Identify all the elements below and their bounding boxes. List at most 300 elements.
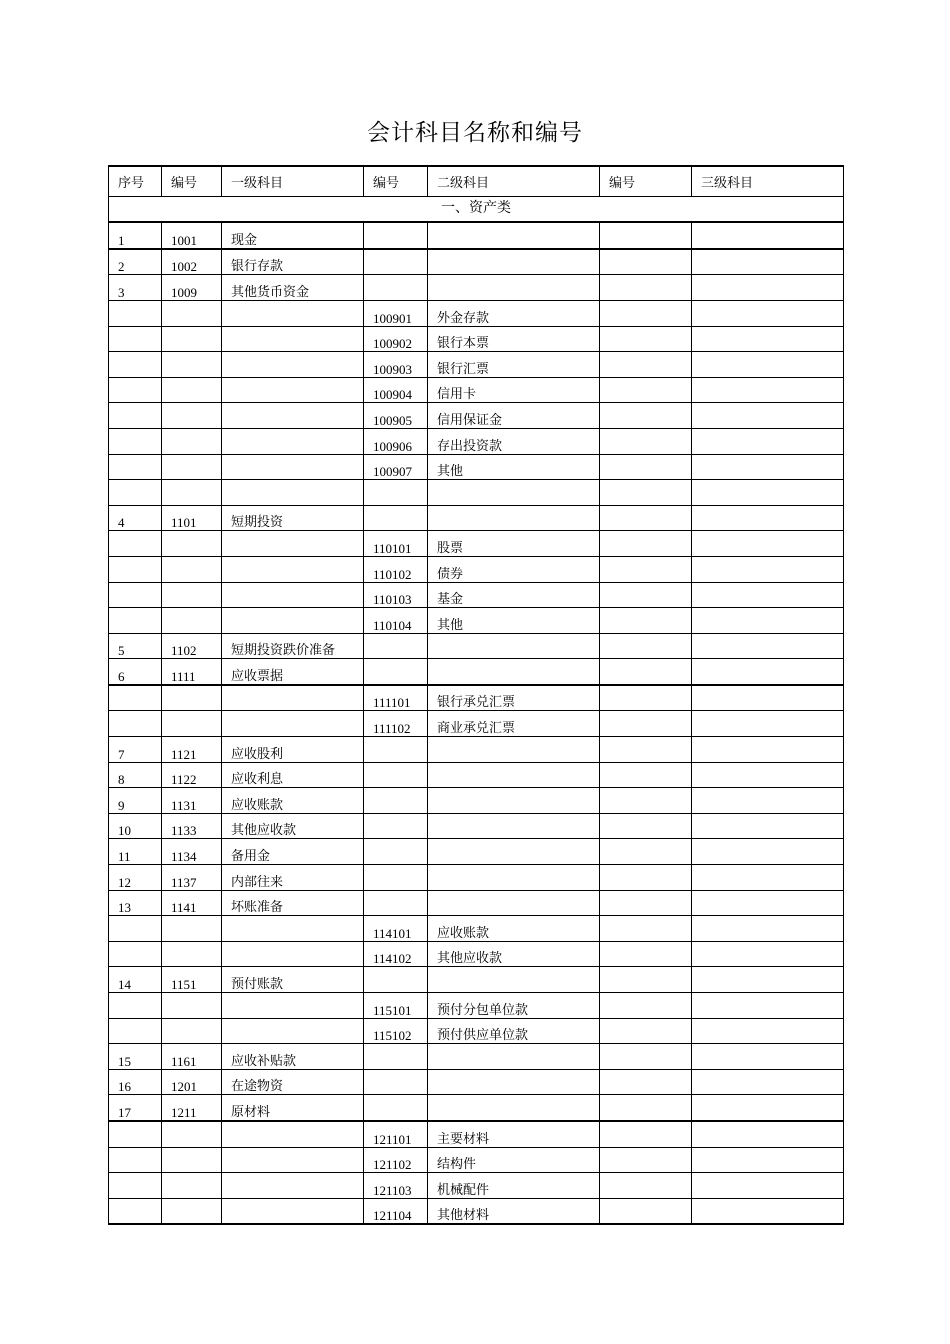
code-1-cell xyxy=(162,1147,222,1173)
header-seq: 序号 xyxy=(109,166,162,196)
code-3-cell xyxy=(600,1173,692,1199)
header-code-2: 编号 xyxy=(364,166,428,196)
level-3-cell xyxy=(692,300,844,326)
level-2-cell: 股票 xyxy=(428,531,600,557)
seq-cell: 3 xyxy=(109,275,162,301)
level-3-cell xyxy=(692,865,844,891)
table-row xyxy=(109,428,844,454)
level-1-cell xyxy=(222,480,364,506)
level-2-cell: 主要材料 xyxy=(428,1121,600,1147)
table-row xyxy=(109,352,844,378)
seq-cell xyxy=(109,608,162,634)
level-3-cell xyxy=(692,505,844,531)
seq-cell xyxy=(109,1173,162,1199)
level-1-cell: 应收股利 xyxy=(222,737,364,763)
section-row xyxy=(109,196,844,222)
code-2-cell xyxy=(364,222,428,249)
code-2-cell xyxy=(364,839,428,865)
code-2-cell: 111101 xyxy=(364,685,428,711)
level-2-cell: 债券 xyxy=(428,556,600,582)
code-3-cell xyxy=(600,275,692,301)
code-1-cell xyxy=(162,531,222,557)
level-2-cell: 预付分包单位款 xyxy=(428,993,600,1019)
table-row xyxy=(109,249,844,275)
code-3-cell xyxy=(600,300,692,326)
code-1-cell xyxy=(162,582,222,608)
level-2-cell: 其他 xyxy=(428,454,600,480)
code-2-cell xyxy=(364,890,428,916)
level-1-cell xyxy=(222,326,364,352)
level-2-cell: 银行汇票 xyxy=(428,352,600,378)
code-2-cell xyxy=(364,1044,428,1070)
level-2-cell xyxy=(428,890,600,916)
code-2-cell: 100907 xyxy=(364,454,428,480)
level-2-cell xyxy=(428,249,600,275)
level-1-cell: 现金 xyxy=(222,222,364,249)
level-2-cell: 商业承兑汇票 xyxy=(428,711,600,737)
level-1-cell xyxy=(222,993,364,1019)
code-2-cell: 100902 xyxy=(364,326,428,352)
level-2-cell xyxy=(428,1044,600,1070)
table-row xyxy=(109,505,844,531)
seq-cell xyxy=(109,1147,162,1173)
level-1-cell xyxy=(222,454,364,480)
level-3-cell xyxy=(692,993,844,1019)
level-2-cell xyxy=(428,967,600,993)
table-row xyxy=(109,275,844,301)
level-1-cell xyxy=(222,582,364,608)
level-2-cell xyxy=(428,813,600,839)
code-2-cell: 110102 xyxy=(364,556,428,582)
code-2-cell: 114101 xyxy=(364,916,428,942)
level-3-cell xyxy=(692,531,844,557)
code-2-cell xyxy=(364,249,428,275)
table-row xyxy=(109,685,844,711)
code-1-cell: 1133 xyxy=(162,813,222,839)
level-1-cell xyxy=(222,403,364,429)
level-3-cell xyxy=(692,1044,844,1070)
seq-cell xyxy=(109,1121,162,1147)
code-3-cell xyxy=(600,428,692,454)
code-2-cell xyxy=(364,480,428,506)
level-3-cell xyxy=(692,377,844,403)
seq-cell xyxy=(109,454,162,480)
seq-cell: 10 xyxy=(109,813,162,839)
code-2-cell xyxy=(364,788,428,814)
seq-cell: 11 xyxy=(109,839,162,865)
level-1-cell xyxy=(222,352,364,378)
code-3-cell xyxy=(600,1018,692,1044)
code-2-cell: 110104 xyxy=(364,608,428,634)
level-2-cell xyxy=(428,762,600,788)
code-3-cell xyxy=(600,556,692,582)
code-1-cell xyxy=(162,326,222,352)
level-1-cell xyxy=(222,1018,364,1044)
code-1-cell xyxy=(162,941,222,967)
seq-cell: 15 xyxy=(109,1044,162,1070)
code-3-cell xyxy=(600,711,692,737)
code-2-cell: 100905 xyxy=(364,403,428,429)
table-row xyxy=(109,711,844,737)
level-2-cell: 预付供应单位款 xyxy=(428,1018,600,1044)
level-1-cell: 其他货币资金 xyxy=(222,275,364,301)
level-3-cell xyxy=(692,659,844,685)
level-3-cell xyxy=(692,633,844,659)
code-1-cell: 1211 xyxy=(162,1095,222,1121)
table-row xyxy=(109,582,844,608)
code-2-cell: 100901 xyxy=(364,300,428,326)
level-2-cell xyxy=(428,659,600,685)
code-3-cell xyxy=(600,1044,692,1070)
code-3-cell xyxy=(600,480,692,506)
table-row xyxy=(109,633,844,659)
code-1-cell: 1102 xyxy=(162,633,222,659)
level-2-cell: 应收账款 xyxy=(428,916,600,942)
seq-cell xyxy=(109,941,162,967)
code-2-cell: 100904 xyxy=(364,377,428,403)
level-1-cell xyxy=(222,1173,364,1199)
code-3-cell xyxy=(600,993,692,1019)
level-3-cell xyxy=(692,839,844,865)
code-2-cell xyxy=(364,813,428,839)
level-1-cell: 应收利息 xyxy=(222,762,364,788)
level-3-cell xyxy=(692,403,844,429)
code-1-cell xyxy=(162,1121,222,1147)
level-2-cell: 外金存款 xyxy=(428,300,600,326)
code-1-cell xyxy=(162,1198,222,1224)
code-3-cell xyxy=(600,326,692,352)
level-3-cell xyxy=(692,352,844,378)
code-2-cell: 121101 xyxy=(364,1121,428,1147)
code-3-cell xyxy=(600,813,692,839)
level-1-cell xyxy=(222,685,364,711)
code-3-cell xyxy=(600,505,692,531)
code-1-cell xyxy=(162,916,222,942)
table-row xyxy=(109,993,844,1019)
level-1-cell xyxy=(222,711,364,737)
seq-cell: 16 xyxy=(109,1069,162,1095)
table-row xyxy=(109,967,844,993)
seq-cell: 1 xyxy=(109,222,162,249)
code-2-cell: 114102 xyxy=(364,941,428,967)
level-2-cell: 机械配件 xyxy=(428,1173,600,1199)
table-row xyxy=(109,222,844,249)
code-3-cell xyxy=(600,941,692,967)
code-3-cell xyxy=(600,608,692,634)
level-3-cell xyxy=(692,1095,844,1121)
code-2-cell xyxy=(364,505,428,531)
code-3-cell xyxy=(600,685,692,711)
table-row xyxy=(109,1044,844,1070)
table-row xyxy=(109,608,844,634)
level-3-cell xyxy=(692,275,844,301)
code-1-cell: 1137 xyxy=(162,865,222,891)
level-3-cell xyxy=(692,1018,844,1044)
code-3-cell xyxy=(600,454,692,480)
seq-cell: 6 xyxy=(109,659,162,685)
level-3-cell xyxy=(692,556,844,582)
seq-cell: 2 xyxy=(109,249,162,275)
level-3-cell xyxy=(692,222,844,249)
seq-cell: 17 xyxy=(109,1095,162,1121)
level-1-cell xyxy=(222,916,364,942)
header-level-1: 一级科目 xyxy=(222,166,364,196)
code-2-cell: 121104 xyxy=(364,1198,428,1224)
table-row xyxy=(109,916,844,942)
code-2-cell xyxy=(364,737,428,763)
code-2-cell xyxy=(364,967,428,993)
code-3-cell xyxy=(600,865,692,891)
seq-cell xyxy=(109,685,162,711)
code-1-cell: 1151 xyxy=(162,967,222,993)
code-1-cell: 1002 xyxy=(162,249,222,275)
seq-cell: 4 xyxy=(109,505,162,531)
table-row xyxy=(109,1018,844,1044)
level-3-cell xyxy=(692,1069,844,1095)
code-2-cell xyxy=(364,633,428,659)
level-1-cell xyxy=(222,941,364,967)
level-2-cell xyxy=(428,788,600,814)
code-1-cell xyxy=(162,608,222,634)
level-2-cell xyxy=(428,633,600,659)
table-row xyxy=(109,890,844,916)
code-3-cell xyxy=(600,222,692,249)
code-2-cell: 100903 xyxy=(364,352,428,378)
level-3-cell xyxy=(692,326,844,352)
code-3-cell xyxy=(600,737,692,763)
level-1-cell: 应收账款 xyxy=(222,788,364,814)
level-2-cell xyxy=(428,1095,600,1121)
seq-cell xyxy=(109,1018,162,1044)
table-row xyxy=(109,1173,844,1199)
header-code-1: 编号 xyxy=(162,166,222,196)
code-2-cell: 115101 xyxy=(364,993,428,1019)
section-title: 一、资产类 xyxy=(109,196,844,222)
table-row xyxy=(109,941,844,967)
level-1-cell: 其他应收款 xyxy=(222,813,364,839)
seq-cell xyxy=(109,480,162,506)
code-2-cell: 110103 xyxy=(364,582,428,608)
level-3-cell xyxy=(692,1198,844,1224)
code-3-cell xyxy=(600,1147,692,1173)
level-1-cell: 备用金 xyxy=(222,839,364,865)
code-1-cell: 1111 xyxy=(162,659,222,685)
code-1-cell: 1001 xyxy=(162,222,222,249)
level-3-cell xyxy=(692,941,844,967)
code-1-cell xyxy=(162,1018,222,1044)
table-row xyxy=(109,531,844,557)
seq-cell xyxy=(109,1198,162,1224)
level-3-cell xyxy=(692,1147,844,1173)
code-1-cell xyxy=(162,1173,222,1199)
code-1-cell xyxy=(162,352,222,378)
table-row xyxy=(109,813,844,839)
code-2-cell: 111102 xyxy=(364,711,428,737)
code-1-cell xyxy=(162,454,222,480)
level-3-cell xyxy=(692,428,844,454)
level-3-cell xyxy=(692,685,844,711)
level-2-cell: 信用卡 xyxy=(428,377,600,403)
code-3-cell xyxy=(600,1198,692,1224)
level-3-cell xyxy=(692,916,844,942)
seq-cell xyxy=(109,300,162,326)
level-2-cell xyxy=(428,865,600,891)
level-3-cell xyxy=(692,608,844,634)
table-row xyxy=(109,326,844,352)
code-1-cell: 1131 xyxy=(162,788,222,814)
code-2-cell: 121103 xyxy=(364,1173,428,1199)
code-2-cell: 115102 xyxy=(364,1018,428,1044)
table-row xyxy=(109,659,844,685)
level-3-cell xyxy=(692,890,844,916)
level-1-cell: 原材料 xyxy=(222,1095,364,1121)
level-1-cell: 应收补贴款 xyxy=(222,1044,364,1070)
level-1-cell: 在途物资 xyxy=(222,1069,364,1095)
level-1-cell: 坏账准备 xyxy=(222,890,364,916)
header-row xyxy=(109,166,844,196)
header-code-3: 编号 xyxy=(600,166,692,196)
seq-cell xyxy=(109,352,162,378)
code-1-cell xyxy=(162,711,222,737)
level-1-cell: 应收票据 xyxy=(222,659,364,685)
seq-cell: 9 xyxy=(109,788,162,814)
level-1-cell: 内部往来 xyxy=(222,865,364,891)
code-2-cell xyxy=(364,1069,428,1095)
level-3-cell xyxy=(692,813,844,839)
table-row xyxy=(109,737,844,763)
level-1-cell xyxy=(222,1121,364,1147)
seq-cell xyxy=(109,993,162,1019)
code-1-cell: 1201 xyxy=(162,1069,222,1095)
table-row xyxy=(109,1198,844,1224)
table-row xyxy=(109,403,844,429)
code-1-cell: 1161 xyxy=(162,1044,222,1070)
code-2-cell xyxy=(364,762,428,788)
level-1-cell xyxy=(222,1198,364,1224)
table-row xyxy=(109,788,844,814)
code-1-cell: 1134 xyxy=(162,839,222,865)
level-3-cell xyxy=(692,1173,844,1199)
code-1-cell: 1122 xyxy=(162,762,222,788)
table-row xyxy=(109,865,844,891)
header-level-3: 三级科目 xyxy=(692,166,844,196)
level-3-cell xyxy=(692,762,844,788)
code-1-cell xyxy=(162,300,222,326)
table-row xyxy=(109,1147,844,1173)
code-1-cell xyxy=(162,428,222,454)
table-row xyxy=(109,480,844,506)
seq-cell: 13 xyxy=(109,890,162,916)
level-2-cell xyxy=(428,839,600,865)
code-2-cell: 121102 xyxy=(364,1147,428,1173)
seq-cell xyxy=(109,711,162,737)
code-1-cell: 1009 xyxy=(162,275,222,301)
level-2-cell xyxy=(428,275,600,301)
code-3-cell xyxy=(600,1121,692,1147)
seq-cell xyxy=(109,403,162,429)
code-1-cell xyxy=(162,403,222,429)
code-3-cell xyxy=(600,1095,692,1121)
seq-cell xyxy=(109,531,162,557)
code-1-cell xyxy=(162,556,222,582)
level-2-cell: 信用保证金 xyxy=(428,403,600,429)
level-2-cell: 其他材料 xyxy=(428,1198,600,1224)
code-1-cell xyxy=(162,480,222,506)
seq-cell xyxy=(109,916,162,942)
seq-cell xyxy=(109,556,162,582)
table-row xyxy=(109,556,844,582)
code-3-cell xyxy=(600,762,692,788)
level-2-cell: 结构件 xyxy=(428,1147,600,1173)
level-2-cell xyxy=(428,505,600,531)
table-row xyxy=(109,1095,844,1121)
code-3-cell xyxy=(600,659,692,685)
level-3-cell xyxy=(692,711,844,737)
seq-cell xyxy=(109,582,162,608)
table-row xyxy=(109,839,844,865)
code-3-cell xyxy=(600,403,692,429)
table-row xyxy=(109,454,844,480)
page-title: 会计科目名称和编号 xyxy=(367,120,583,146)
code-1-cell xyxy=(162,685,222,711)
level-1-cell xyxy=(222,531,364,557)
level-2-cell: 银行本票 xyxy=(428,326,600,352)
level-3-cell xyxy=(692,480,844,506)
level-3-cell xyxy=(692,1121,844,1147)
code-2-cell xyxy=(364,1095,428,1121)
level-2-cell: 存出投资款 xyxy=(428,428,600,454)
seq-cell: 12 xyxy=(109,865,162,891)
code-3-cell xyxy=(600,582,692,608)
accounts-table xyxy=(108,165,844,1225)
seq-cell: 14 xyxy=(109,967,162,993)
table-row xyxy=(109,762,844,788)
code-1-cell xyxy=(162,377,222,403)
level-3-cell xyxy=(692,249,844,275)
seq-cell xyxy=(109,377,162,403)
code-3-cell xyxy=(600,916,692,942)
table-row xyxy=(109,300,844,326)
code-3-cell xyxy=(600,1069,692,1095)
seq-cell: 5 xyxy=(109,633,162,659)
level-1-cell: 短期投资跌价准备 xyxy=(222,633,364,659)
code-3-cell xyxy=(600,531,692,557)
code-1-cell: 1101 xyxy=(162,505,222,531)
code-3-cell xyxy=(600,249,692,275)
code-1-cell xyxy=(162,993,222,1019)
level-1-cell xyxy=(222,1147,364,1173)
table-row xyxy=(109,1121,844,1147)
seq-cell xyxy=(109,326,162,352)
code-3-cell xyxy=(600,633,692,659)
code-3-cell xyxy=(600,967,692,993)
code-2-cell: 100906 xyxy=(364,428,428,454)
code-3-cell xyxy=(600,839,692,865)
table-row xyxy=(109,1069,844,1095)
code-3-cell xyxy=(600,352,692,378)
level-2-cell xyxy=(428,222,600,249)
level-2-cell: 其他 xyxy=(428,608,600,634)
code-2-cell xyxy=(364,659,428,685)
level-2-cell: 其他应收款 xyxy=(428,941,600,967)
level-2-cell: 基金 xyxy=(428,582,600,608)
header-level-2: 二级科目 xyxy=(428,166,600,196)
seq-cell: 7 xyxy=(109,737,162,763)
level-2-cell xyxy=(428,1069,600,1095)
level-1-cell: 银行存款 xyxy=(222,249,364,275)
level-2-cell xyxy=(428,480,600,506)
code-2-cell: 110101 xyxy=(364,531,428,557)
